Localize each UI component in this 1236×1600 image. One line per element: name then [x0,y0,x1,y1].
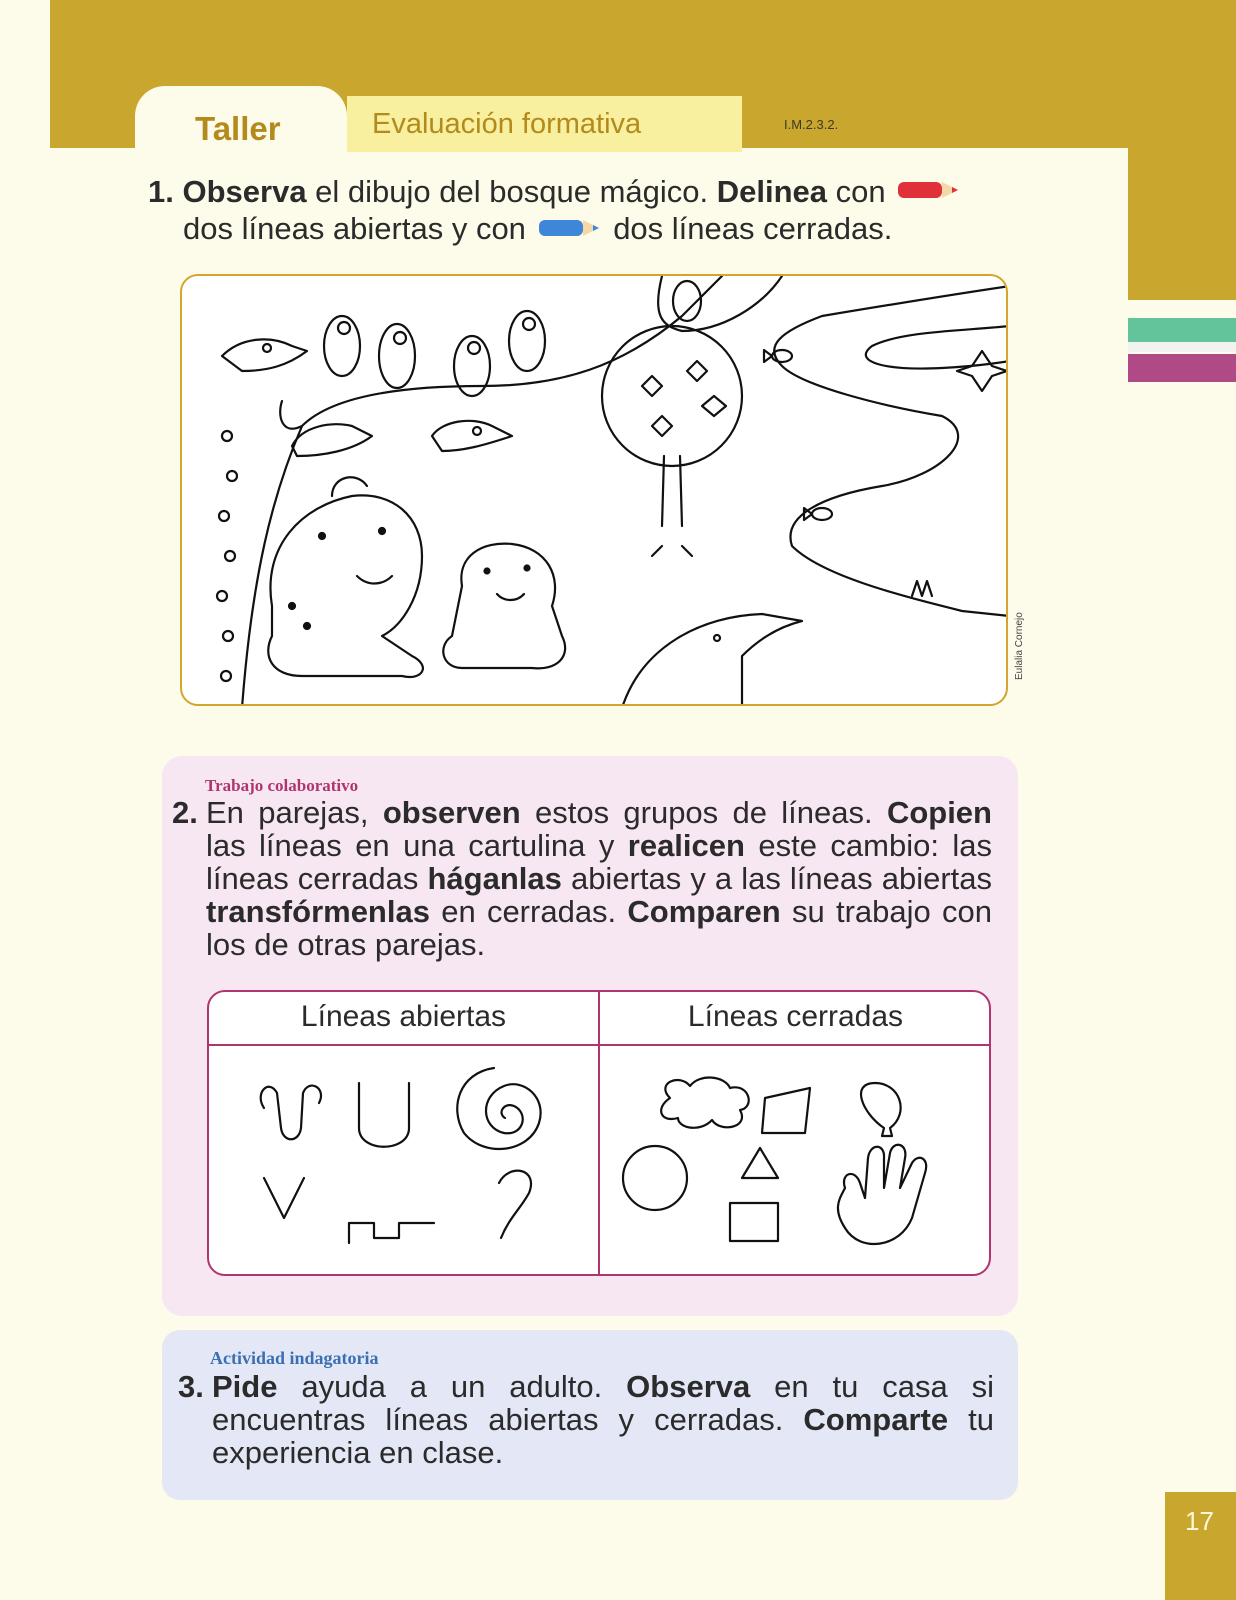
closed-line-trapezoid [762,1088,810,1133]
lines-table [207,990,991,1276]
red-pencil-icon [894,176,964,211]
open-line-v [264,1178,304,1218]
question-text: en tu casa si encuentras líneas abiertas y cerradas. [212,1369,995,1437]
verb-observen: observen [382,795,521,830]
verb-haganlas: háganlas [427,861,562,896]
section-label: Evaluación formativa [347,96,742,152]
question-text: en cerradas. [429,894,628,929]
closed-line-hand [838,1145,926,1244]
closed-line-triangle [742,1148,778,1178]
question-1 [148,174,1088,249]
question-3-text [178,1370,994,1469]
verb-delinea: Delinea [716,174,828,209]
open-line-spiral [457,1068,540,1149]
closed-line-cloud [661,1078,749,1128]
question-text: el dibujo del bosque mágico. [306,174,717,209]
column-closed-lines: Líneas cerradas [687,1000,904,1033]
question-text: tu experiencia en clase. [212,1402,995,1470]
verb-realicen: realicen [627,828,745,863]
curriculum-code: I.M.2.3.2. [784,117,839,132]
magic-forest-illustration [180,274,1008,706]
verb-observa: Observa [182,174,307,209]
question-text: dos líneas cerradas. [613,211,893,247]
verb-observa: Observa [626,1369,751,1404]
question-1-line-1 [148,174,1088,211]
question-number: 2. [172,795,198,830]
closed-line-balloon [861,1083,901,1136]
question-text: dos líneas abiertas y con [183,211,526,247]
verb-comparen: Comparen [627,894,781,929]
column-open-lines: Líneas abiertas [300,1000,507,1033]
question-text: abiertas y a las líneas abiertas [561,861,992,896]
question-text: estos grupos de líneas. [520,795,887,830]
question-1-line-2 [148,211,1088,248]
question-2 [172,796,992,961]
open-line-steps [349,1223,434,1243]
closed-lines-drawing [600,1048,991,1274]
open-line-u [359,1083,409,1147]
verb-transformenlas: transfórmenlas [206,894,430,929]
collaborative-label: Trabajo colaborativo [205,776,359,795]
illustration-credit: Eulalia Cornejo [1014,612,1025,680]
side-stripe-green [1128,318,1236,342]
inquiry-label: Actividad indagatoria [210,1348,379,1368]
question-text: este cambio: las líneas cerradas [206,828,993,896]
open-lines-drawing [209,1048,598,1274]
question-number: 3. [178,1369,204,1404]
open-line-wave [261,1086,321,1140]
question-text: En parejas, [206,795,383,830]
verb-comparte: Comparte [803,1402,949,1437]
verb-copien: Copien [886,795,992,830]
side-stripe-magenta [1128,354,1236,382]
question-text: su trabajo con los de otras parejas. [206,894,992,962]
question-2-text [172,796,992,961]
question-text: las líneas en una cartulina y [206,828,628,863]
question-text: con [827,174,886,209]
open-line-hook [499,1171,531,1238]
verb-pide: Pide [212,1369,278,1404]
closed-line-square [730,1203,778,1241]
question-number: 1. [148,174,174,209]
tab-taller: Taller [135,86,347,166]
blue-pencil-icon [535,214,605,249]
side-stripe-white [1128,342,1236,352]
question-3 [178,1370,994,1469]
page-number: 17 [1165,1492,1236,1600]
closed-line-circle [623,1146,687,1210]
question-text: ayuda a un adulto. [277,1369,627,1404]
side-band [1128,0,1236,300]
